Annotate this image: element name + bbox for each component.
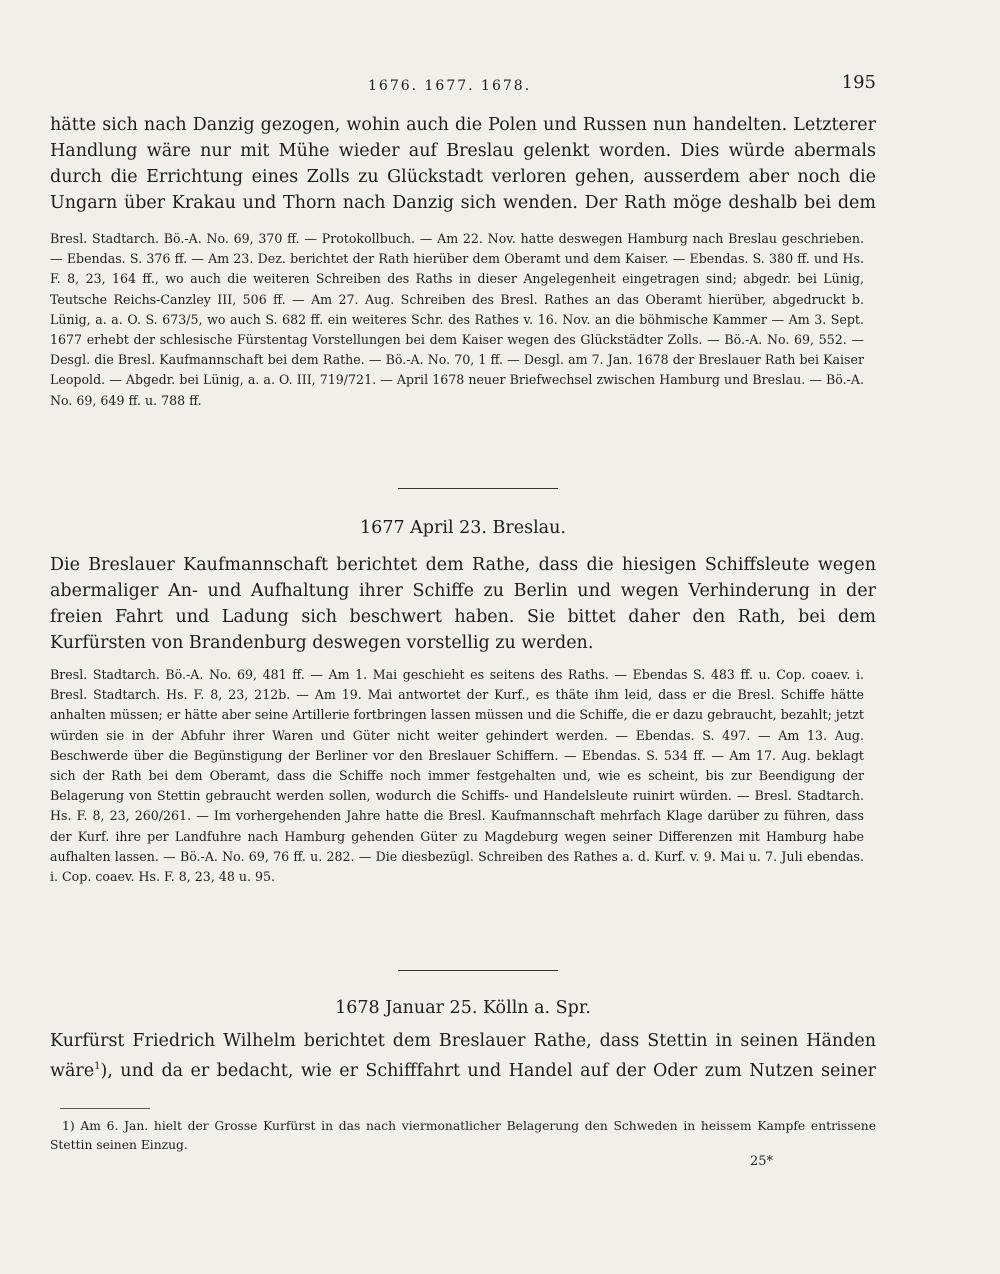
- intro-paragraph: hätte sich nach Danzig gezogen, wohin auch die Polen und Russen nun handelten. Letzterer Handlung wäre nur mit Mühe wieder auf Breslau gelenkt worden. Dies würde abermals durch die Errichtung eines Zolls zu Glückstadt verloren gehen, ausserdem aber noch die Ungarn über Krakau und Thorn nach Danzig sich wenden. Der Rath möge deshalb bei dem: [50, 115, 876, 213]
- footnote-separator: [60, 1108, 150, 1109]
- footnote-marker: 1): [62, 1119, 75, 1133]
- section-divider: [398, 488, 558, 489]
- footnote: [50, 1117, 876, 1157]
- page-header: [50, 72, 876, 102]
- intro-notes: Bresl. Stadtarch. Bö.-A. No. 69, 370 ff. — Protokollbuch. — Am 22. Nov. hatte deswegen Hamburg nach Breslau geschrieben. — Ebendas. S. 376 ff. — Am 23. Dez. berichtet der Rath hierüber dem Oberamt und dem Kaiser. — Ebendas. S. 380 ff. und Hs. F. 8, 23, 164 ff., wo auch die weiteren Schreiben des Raths in dieser Angelegenheit eingetragen sind; abgedr. bei Lünig, Teutsche Reichs-Canzley III, 506 ff. — Am 27. Aug. Schreiben des Bresl. Rathes an das Oberamt hierüber, abgedruckt b. Lünig, a. a. O. S. 673/5, wo auch S. 682 ff. ein weiteres Schr. des Rathes v. 16. Nov. an die böhmische Kammer — Am 3. Sept. 1677 erhebt der schlesische Fürstentag Vorstellungen bei dem Kaiser wegen des Glückstädter Zolls. — Bö.-A. No. 69, 552. — Desgl. die Bresl. Kaufmannschaft bei dem Rathe. — Bö.-A. No. 70, 1 ff. — Desgl. am 7. Jan. 1678 der Breslauer Rath bei Kaiser Leopold. — Abgedr. bei Lünig, a. a. O. III, 719/721. — April 1678 neuer Briefwechsel zwischen Hamburg und Breslau. — Bö.-A. No. 69, 649 ff. u. 788 ff.: [50, 231, 864, 408]
- footnote-reference: 1: [94, 1061, 101, 1072]
- entry-1677-notes: Bresl. Stadtarch. Bö.-A. No. 69, 481 ff. — Am 1. Mai geschieht es seitens des Raths. — Ebendas S. 483 ff. u. Cop. coaev. i. Bresl. Stadtarch. Hs. F. 8, 23, 212b. — Am 19. Mai antwortet der Kurf., es thäte ihm leid, dass er die Bresl. Schiffe hätte anhalten müssen; er hätte aber seine Artillerie fortbringen lassen müssen und die Schiffe, die er dazu gebraucht, bezahlt; jetzt würden sie in der Abfuhr ihrer Waren und Güter nicht weiter gehindert werden. — Ebendas. S. 497. — Am 13. Aug. Beschwerde über die Begünstigung der Berliner vor den Breslauer Schiffern. — Ebendas. S. 534 ff. — Am 17. Aug. beklagt sich der Rath bei dem Oberamt, dass die Schiffe noch immer festgehalten und, wie es scheint, bis zur Beendigung der Belagerung von Stettin gebraucht werden sollen, wodurch die Schiffs- und Handelsleute ruinirt würden. — Bresl. Stadtarch. Hs. F. 8, 23, 260/261. — Im vorhergehenden Jahre hatte die Bresl. Kaufmannschaft mehrfach Klage darüber zu führen, dass der Kurf. ihre per Landfuhre nach Hamburg gehenden Güter zu Magdeburg wegen seiner Differenzen mit Hamburg habe aufhalten lassen. — Bö.-A. No. 69, 76 ff. u. 282. — Die diesbezügl. Schreiben des Rathes a. d. Kurf. v. 9. Mai u. 7. Juli ebendas. i. Cop. coaev. Hs. F. 8, 23, 48 u. 95.: [50, 667, 864, 885]
- entry-1677-text: Die Breslauer Kaufmannschaft berichtet dem Rathe, dass die hiesigen Schiffsleute wegen abermaliger An- und Aufhaltung ihrer Schiffe zu Berlin und wegen Verhinderung in der freien Fahrt und Ladung sich beschwert haben. Sie bittet daher den Rath, bei dem Kurfürsten von Brandenburg deswegen vorstellig zu werden.: [50, 555, 876, 653]
- entry-heading-1678: 1678 Januar 25. Kölln a. Spr.: [335, 998, 591, 1018]
- footnote-text: Am 6. Jan. hielt der Grosse Kurfürst in das nach viermonatlicher Belagerung den Schweden in heissem Kampfe entrissene Stettin seinen Einzug.: [50, 1119, 876, 1152]
- page-number: 195: [841, 72, 876, 93]
- entry-heading-1677: 1677 April 23. Breslau.: [360, 518, 566, 538]
- entry-1678-text: [50, 1028, 876, 1082]
- running-head-years: 1676. 1677. 1678.: [368, 78, 532, 94]
- entry-1678-text-start: Kurfürst Friedrich Wilhelm berichtet dem Breslauer Rathe, dass Stettin in seinen Händen wäre: [50, 1031, 876, 1081]
- section-divider: [398, 970, 558, 971]
- entry-1678-text-end: ), und da er bedacht, wie er Schifffahrt und Handel auf der Oder zum Nutzen seiner: [100, 1060, 876, 1081]
- signature-mark: 25*: [750, 1154, 774, 1169]
